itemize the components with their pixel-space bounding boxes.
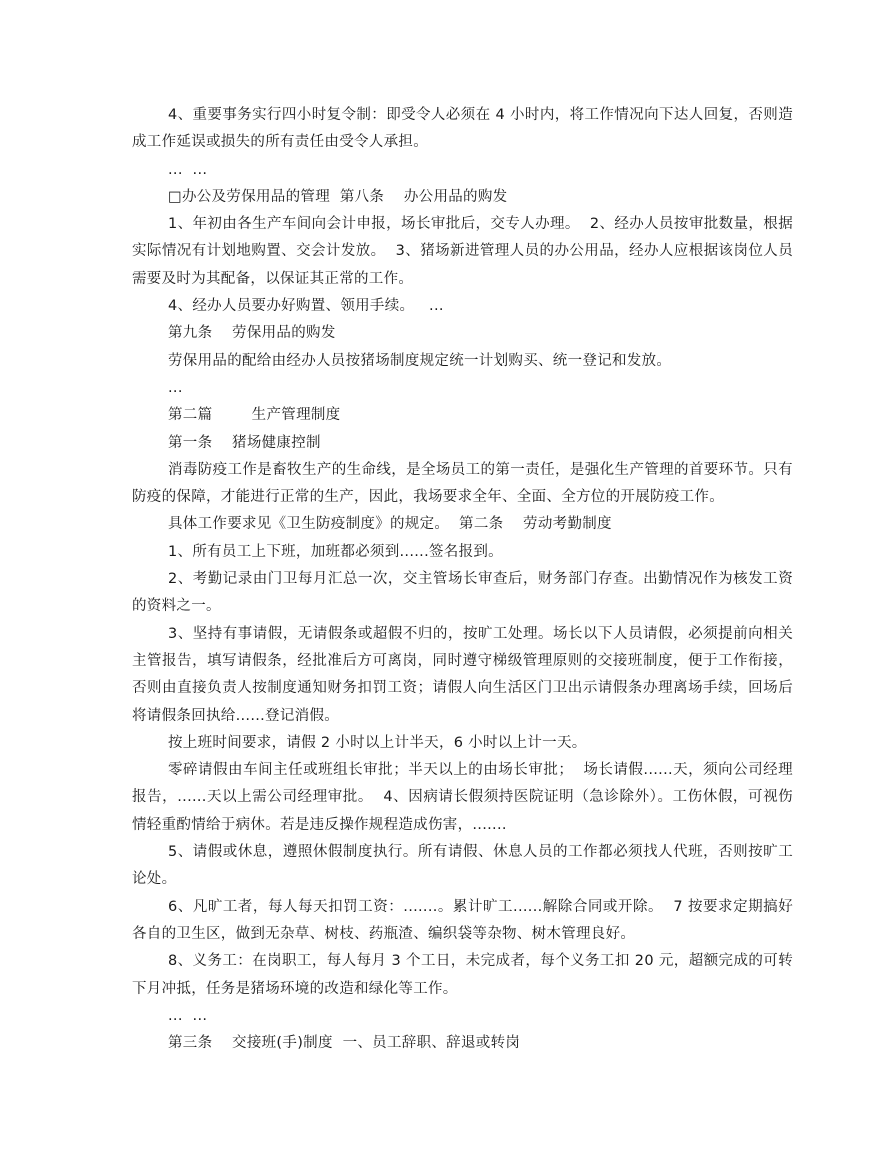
- paragraph: 4、重要事务实行四小时复令制：即受令人必须在 4 小时内，将工作情况向下达人回复，否则造成工作延误或损失的所有责任由受令人承担。: [132, 107, 793, 151]
- paragraph: 第九条 劳保用品的购发: [168, 325, 336, 342]
- paragraph: 4、经办人员要办好购置、领用手续。 ...: [168, 298, 444, 315]
- paragraph: 消毒防疫工作是畜牧生产的生命线，是全场员工的第一责任，是强化生产管理的首要环节。只有防疫的保障，才能进行正常的生产，因此，我场要求全年、全面、全方位的开展防疫工作。: [132, 461, 793, 506]
- paragraph: ...: [168, 379, 183, 396]
- paragraph: 8、义务工：在岗职工，每人每月 3 个工日，未完成者，每个义务工扣 20 元，超额完成的可转下月冲抵，任务是猪场环境的改造和绿化等工作。: [132, 953, 793, 997]
- paragraph: 1、年初由各生产车间向会计申报，场长审批后，交专人办理。 2、经办人员按审批数量，根据实际情况有计划地购置、交会计发放。 3、猪场新进管理人员的办公用品，经办人应根据该岗位人员需要及时为其配备，以保证其正常的工作。: [132, 216, 793, 287]
- paragraph: ... ...: [168, 161, 208, 178]
- paragraph: 劳保用品的配给由经办人员按猪场制度规定统一计划购买、统一登记和发放。: [168, 352, 672, 369]
- paragraph: 第一条 猪场健康控制: [168, 434, 321, 451]
- paragraph: 具体工作要求见《卫生防疫制度》的规定。 第二条 劳动考勤制度: [168, 516, 612, 533]
- paragraph: 1、所有员工上下班，加班都必须到......签名报到。: [168, 543, 503, 560]
- paragraph: 按上班时间要求，请假 2 小时以上计半天，6 小时以上计一天。: [168, 734, 587, 751]
- paragraph: 零碎请假由车间主任或班组长审批；半天以上的由场长审批； 场长请假......天，须向公司经理报告，......天以上需公司经理审批。 4、因病请长假须持医院证明（急诊除外）。工伤休假，可视伤情轻重酌情给于病休。若是违反操作规程造成伤害，.......: [132, 762, 793, 833]
- paragraph: 第三条 交接班(手)制度 一、员工辞职、辞退或转岗: [168, 1035, 521, 1052]
- paragraph: 6、凡旷工者，每人每天扣罚工资：.......。累计旷工......解除合同或开除。 7 按要求定期搞好各自的卫生区，做到无杂草、树枝、药瓶渣、编织袋等杂物、树木管理良好。: [132, 898, 793, 942]
- paragraph: 2、考勤记录由门卫每月汇总一次，交主管场长审查后，财务部门存查。出勤情况作为核发工资的资料之一。: [132, 571, 793, 615]
- paragraph: 5、请假或休息，遵照休假制度执行。所有请假、休息人员的工作都必须找人代班，否则按旷工论处。: [132, 844, 793, 888]
- paragraph: 3、坚持有事请假，无请假条或超假不归的，按旷工处理。场长以下人员请假，必须提前向相关主管报告，填写请假条，经批准后方可离岗，同时遵守梯级管理原则的交接班制度，便于工作衔接，否则由直接负责人按制度通知财务扣罚工资；请假人向生活区门卫出示请假条办理离场手续，回场后将请假条回执给......登记消假。: [132, 625, 793, 724]
- paragraph: ... ...: [168, 1007, 208, 1024]
- paragraph: □办公及劳保用品的管理 第八条 办公用品的购发: [168, 188, 508, 205]
- paragraph: 第二篇 生产管理制度: [168, 407, 341, 424]
